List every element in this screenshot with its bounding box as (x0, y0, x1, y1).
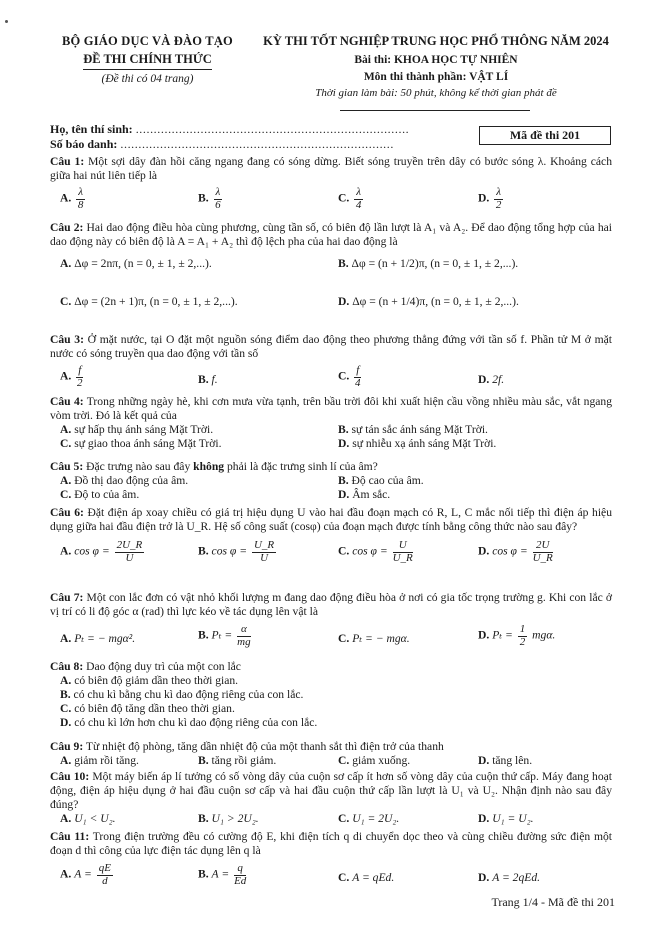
option-a-letter: A. (60, 754, 72, 768)
option-c-letter: C. (338, 754, 350, 768)
option-d-text: 2f. (492, 373, 505, 387)
option-c-letter: C. (60, 437, 72, 451)
option-b-letter: B. (198, 628, 209, 642)
option-d-letter: D. (478, 754, 490, 768)
question-stem: Đặc trưng nào sau đây (86, 460, 194, 473)
question-6 (50, 506, 612, 572)
option-b-fraction: $\frac{q}{Ed}$ (234, 862, 247, 887)
option-b-prefix: cos φ = (211, 544, 248, 558)
option-c-fraction: $\frac{\lambda}{4}$ (355, 186, 362, 211)
question-stem: Dao động duy trì của một con lắc (86, 660, 241, 673)
option-d-prefix: Pₜ = (492, 628, 513, 642)
option-d-letter: D. (478, 544, 490, 558)
page-count: (Đề thi có 04 trang) (101, 72, 194, 85)
option-b-text: có chu kì bằng chu kì dao động riêng của con lắc. (73, 688, 304, 702)
question-3 (50, 333, 612, 391)
option-c-letter: C. (338, 191, 350, 205)
option-b-letter: B. (198, 754, 209, 768)
option-b-text: U₁ > 2U₂. (211, 812, 259, 826)
option-b-letter: B. (198, 867, 209, 881)
option-d-text: Âm sắc. (352, 488, 391, 502)
question-stem: Trong điện trường đều có cường độ E, khi điện tích q di chuyển dọc theo và cùng chiều đường sức điện một đoạn d thì công của lực điện tác dụng lên q là (50, 830, 612, 858)
option-b-fraction: $\frac{\alpha}{mg}$ (237, 623, 251, 648)
question-stem: Từ nhiệt độ phòng, tăng dần nhiệt độ của một thanh sắt thì điện trở của thanh (85, 740, 444, 753)
question-label: Câu 8: (50, 660, 84, 673)
exam-title: KỲ THI TỐT NGHIỆP TRUNG HỌC PHỔ THÔNG NĂM 2024 (263, 34, 609, 48)
option-d-letter: D. (60, 716, 72, 730)
option-a-letter: A. (60, 474, 72, 488)
option-a-prefix: A = (74, 867, 92, 881)
question-label: Câu 9: (50, 740, 84, 753)
question-stem: Một con lắc đơn có vật nhỏ khối lượng m đang dao động điều hòa ở nơi có gia tốc trọng trường g. Khi con lắc ở vị trí có li độ góc α (rad) thì lực kéo về tác dụng lên vật là (50, 591, 612, 619)
option-c-fraction: $\frac{U}{U\_R}$ (392, 539, 413, 564)
exam-code-box: Mã đề thi 201 (479, 126, 611, 145)
option-c-letter: C. (338, 632, 350, 646)
ministry-name: BỘ GIÁO DỤC VÀ ĐÀO TẠO (62, 34, 233, 48)
question-label: Câu 5: (50, 460, 84, 473)
option-d-text: có chu kì lớn hơn chu kì dao động riêng của con lắc. (74, 716, 318, 730)
option-a-text: có biên độ giảm dần theo thời gian. (74, 674, 239, 688)
option-d-text: tăng lên. (492, 754, 533, 768)
option-c-text: Pₜ = − mgα. (352, 632, 410, 646)
question-label: Câu 7: (50, 591, 84, 604)
option-d-prefix: cos φ = (492, 544, 528, 558)
option-a-fraction: $\frac{\lambda}{8}$ (77, 186, 84, 211)
header-left (50, 34, 245, 86)
option-d-letter: D. (338, 295, 350, 309)
header-rule (340, 110, 530, 111)
option-a-letter: A. (60, 632, 72, 646)
option-c-text: U₁ = 2U₂. (352, 812, 400, 826)
option-d-fraction: $\frac{\lambda}{2}$ (495, 186, 502, 211)
option-a-letter: A. (60, 191, 72, 205)
option-d-letter: D. (478, 628, 490, 642)
option-d-text: sự nhiễu xạ ánh sáng Mặt Trời. (352, 437, 497, 451)
option-d-letter: D. (478, 191, 490, 205)
question-label: Câu 1: (50, 155, 85, 168)
question-label: Câu 2: (50, 221, 84, 234)
option-b-text: f. (211, 373, 218, 387)
option-d-text: U₁ = U₂. (492, 812, 534, 826)
option-a-fraction: $\frac{2U\_R}{U}$ (116, 539, 143, 564)
option-c-letter: C. (60, 295, 72, 309)
option-b-letter: B. (60, 688, 71, 702)
option-a-letter: A. (60, 423, 72, 437)
option-a-prefix: cos φ = (74, 544, 110, 558)
option-b-text: tăng rồi giảm. (211, 754, 277, 768)
option-c-letter: C. (338, 871, 350, 885)
question-7 (50, 591, 612, 656)
option-c-fraction: $\frac{f}{4}$ (354, 364, 361, 389)
option-c-text: Δφ = (2n + 1)π, (n = 0, ± 1, ± 2,...). (74, 295, 238, 309)
option-d-letter: D. (478, 812, 490, 826)
option-b-letter: B. (198, 191, 209, 205)
option-a-letter: A. (60, 369, 72, 383)
option-d-text: Δφ = (n + 1/4)π, (n = 0, ± 1, ± 2,...). (352, 295, 519, 309)
question-stem-emphasis: không (193, 460, 225, 473)
time-line: Thời gian làm bài: 50 phút, không kể thời gian phát đề (315, 87, 557, 100)
question-10 (50, 770, 612, 826)
option-b-text: Δφ = (n + 1/2)π, (n = 0, ± 1, ± 2,...). (351, 257, 519, 271)
question-4 (50, 395, 612, 451)
option-a-text: Pₜ = − mgα². (74, 632, 136, 646)
option-b-letter: B. (198, 812, 209, 826)
option-d-letter: D. (478, 871, 490, 885)
option-c-text: Độ to của âm. (74, 488, 140, 502)
option-a-letter: A. (60, 867, 72, 881)
option-d-suffix: mgα. (532, 628, 556, 642)
option-b-letter: B. (338, 257, 349, 271)
option-d-letter: D. (478, 373, 490, 387)
question-stem: Trong những ngày hè, khi cơn mưa vừa tạnh, trên bầu trời đôi khi xuất hiện cầu vồng nhiều màu sắc, vắt ngang vòm trời. Đó là kết quả của (50, 395, 612, 423)
option-c-letter: C. (60, 488, 72, 502)
option-c-text: có biên độ tăng dần theo thời gian. (74, 702, 235, 716)
name-label: Họ, tên thí sinh: (50, 122, 133, 136)
option-d-letter: D. (338, 437, 350, 451)
question-label: Câu 4: (50, 395, 84, 408)
question-9 (50, 740, 612, 768)
page-footer: Trang 1/4 - Mã đề thi 201 (491, 895, 615, 909)
option-b-fraction: $\frac{U\_R}{U}$ (253, 539, 275, 564)
official-label: ĐỀ THI CHÍNH THỨC (83, 52, 212, 69)
question-stem: Hai dao động điều hòa cùng phương, cùng tần số, có biên độ lần lượt là A₁ và A₂. Để dao động tổng hợp của hai dao động này có biên độ là A = A₁ + A₂ thì độ lệch pha của hai dao động là (50, 221, 612, 249)
option-a-letter: A. (60, 674, 72, 688)
question-stem: Đặt điện áp xoay chiều có giá trị hiệu dụng U vào hai đầu đoạn mạch có R, L, C mắc nối tiếp thì điện áp hiệu dụng giữa hai đầu điện trở là U_R. Hệ số công suất (cosφ) của đoạn mạch được tính bằng công thức nào sau đây? (50, 506, 612, 534)
option-a-text: giảm rồi tăng. (74, 754, 139, 768)
option-b-letter: B. (198, 373, 209, 387)
option-a-text: sự hấp thụ ánh sáng Mặt Trời. (74, 423, 214, 437)
option-a-fraction: $\frac{qE}{d}$ (98, 862, 111, 887)
option-b-letter: B. (338, 474, 349, 488)
option-a-text: U₁ < U₂. (74, 812, 116, 826)
candidate-info (50, 122, 470, 152)
question-stem: Một máy biến áp lí tưởng có số vòng dây của cuộn sơ cấp ít hơn số vòng dây của cuộn thứ cấp. Máy đang hoạt động, điện áp hiệu dụng ở hai đầu cuộn sơ cấp và hai đầu cuộn thứ cấp lần lượt là U₁ và U₂. Nhận định nào sau đây đúng? (50, 770, 612, 812)
option-c-letter: C. (338, 544, 350, 558)
question-stem: Một sợi dây đàn hồi căng ngang đang có sóng dừng. Biết sóng truyền trên dây có bước sóng λ. Khoảng cách giữa hai nút liên tiếp là (50, 155, 612, 183)
option-c-letter: C. (338, 812, 350, 826)
question-label: Câu 6: (50, 506, 84, 519)
question-label: Câu 10: (50, 770, 90, 783)
subject-line: Bài thi: KHOA HỌC TỰ NHIÊN (354, 54, 518, 67)
option-b-prefix: A = (211, 867, 230, 881)
question-label: Câu 11: (50, 830, 90, 843)
option-a-letter: A. (60, 812, 72, 826)
option-b-text: sự tán sắc ánh sáng Mặt Trời. (351, 423, 488, 437)
option-d-fraction: $\frac{1}{2}$ (519, 623, 526, 648)
option-a-letter: A. (60, 544, 72, 558)
question-1 (50, 155, 612, 213)
id-dots: ............................................................................ (120, 137, 394, 151)
option-b-letter: B. (198, 544, 209, 558)
option-d-text: A = 2qEd. (492, 871, 541, 885)
id-label: Số báo danh: (50, 137, 118, 151)
question-stem-end: phải là đặc trưng sinh lí của âm? (224, 460, 378, 473)
question-stem: Ở mặt nước, tại O đặt một nguồn sóng điểm dao động theo phương thẳng đứng với tần số f. Phần tử M ở mặt nước có sóng truyền qua dao động với tần số (50, 333, 613, 361)
option-a-fraction: $\frac{f}{2}$ (76, 364, 83, 389)
option-a-letter: A. (60, 257, 72, 271)
header-right (250, 34, 622, 101)
option-b-fraction: $\frac{\lambda}{6}$ (215, 186, 221, 211)
option-c-letter: C. (338, 369, 350, 383)
question-8 (50, 660, 612, 730)
question-2 (50, 221, 612, 331)
scan-speck (5, 20, 8, 23)
option-d-fraction: $\frac{2U}{U\_R}$ (532, 539, 553, 564)
option-c-text: sự giao thoa ánh sáng Mặt Trời. (74, 437, 222, 451)
option-c-text: giảm xuống. (352, 754, 411, 768)
option-c-letter: C. (60, 702, 72, 716)
option-b-text: Độ cao của âm. (351, 474, 424, 488)
option-c-text: A = qEd. (352, 871, 395, 885)
name-dots: ............................................................................ (135, 122, 410, 136)
component-line: Môn thi thành phần: VẬT LÍ (363, 71, 509, 84)
option-b-letter: B. (338, 423, 349, 437)
question-11 (50, 830, 612, 891)
option-a-text: Đồ thị dao động của âm. (74, 474, 189, 488)
option-b-prefix: Pₜ = (211, 628, 233, 642)
option-a-text: Δφ = 2nπ, (n = 0, ± 1, ± 2,...). (74, 257, 212, 271)
question-5 (50, 460, 612, 502)
option-d-letter: D. (338, 488, 350, 502)
option-c-prefix: cos φ = (352, 544, 388, 558)
question-label: Câu 3: (50, 333, 84, 346)
